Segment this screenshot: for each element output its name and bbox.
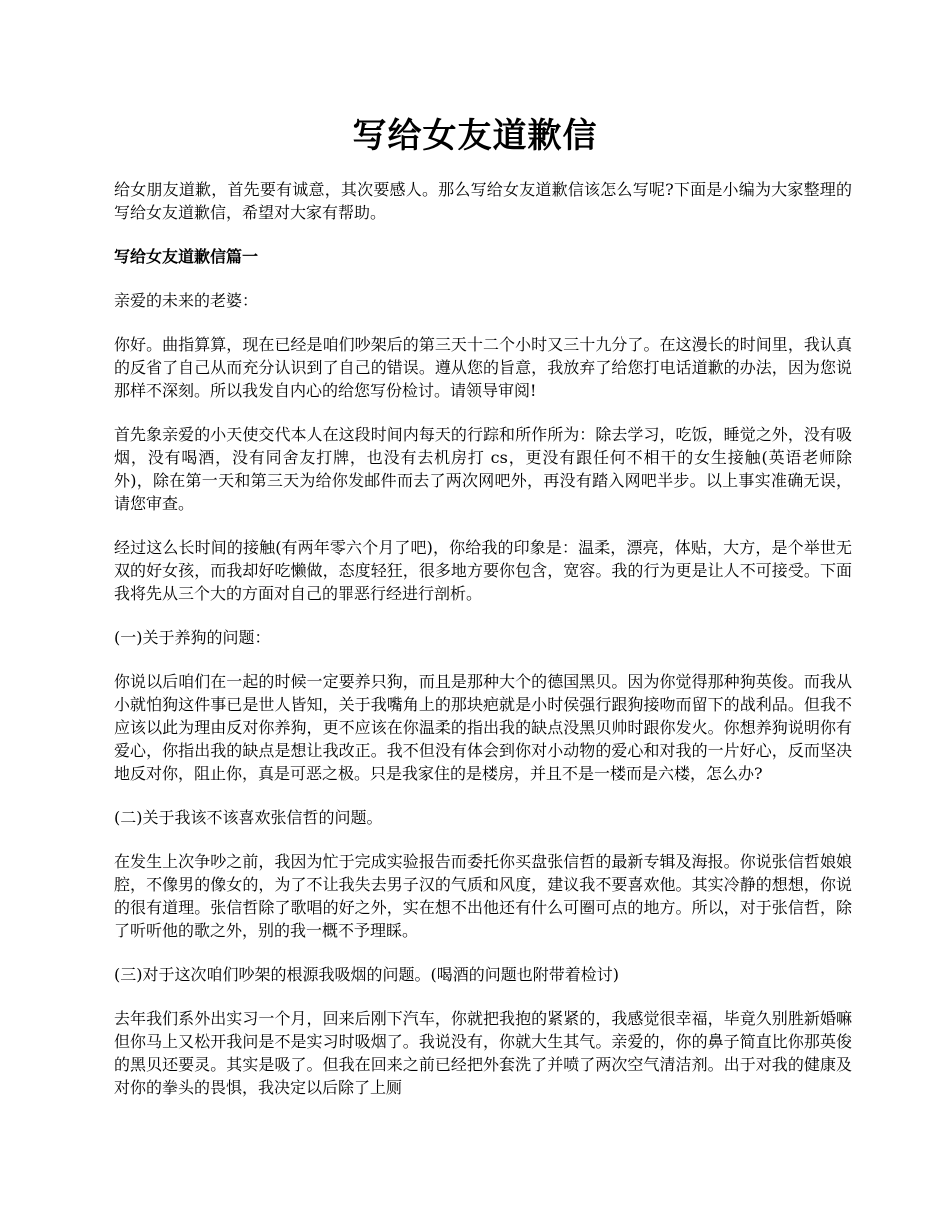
intro-paragraph: 给女朋友道歉，首先要有诚意，其次要感人。那么写给女友道歉信该怎么写呢?下面是小编为大家整理的写给女友道歉信，希望对大家有帮助。 [114, 180, 852, 222]
paragraph: 你说以后咱们在一起的时候一定要养只狗，而且是那种大个的德国黑贝。因为你觉得那种狗英俊。而我从小就怕狗这件事已是世人皆知，关于我嘴角上的那块疤就是小时侯强行跟狗接吻而留下的战利品。但我不应该以此为理由反对你养狗，更不应该在你温柔的指出我的缺点没黑贝帅时跟你发火。你想养狗说明你有爱心，你指出我的缺点是想让我改正。我不但没有体会到你对小动物的爱心和对我的一片好心，反而坚决地反对你，阻止你，真是可恶之极。只是我家住的是楼房，并且不是一楼而是六楼，怎么办? [114, 672, 852, 783]
paragraph: 去年我们系外出实习一个月，回来后刚下汽车，你就把我抱的紧紧的，我感觉很幸福，毕竟久别胜新婚嘛但你马上又松开我问是不是实习时吸烟了。我说没有，你就大生其气。亲爱的，你的鼻子简直比你那英俊的黑贝还要灵。其实是吸了。但我在回来之前已经把外套洗了并喷了两次空气清洁剂。出于对我的健康及对你的拳头的畏惧，我决定以后除了上厕 [114, 1009, 852, 1097]
subheading-smoking: (三)对于这次咱们吵架的根源我吸烟的问题。(喝酒的问题也附带着检讨) [114, 965, 619, 984]
document-body [114, 178, 852, 1120]
subheading-singer: (二)关于我该不该喜欢张信哲的问题。 [114, 808, 383, 827]
paragraph: 你好。曲指算算，现在已经是咱们吵架后的第三天十二个小时又三十九分了。在这漫长的时间里，我认真的反省了自己从而充分认识到了自己的错误。遵从您的旨意，我放弃了给您打电话道歉的办法，因为您说那样不深刻。所以我发自内心的给您写份检讨。请领导审阅! [114, 335, 852, 400]
paragraph: 经过这么长时间的接触(有两年零六个月了吧)，你给我的印象是：温柔，漂亮，体贴，大方，是个举世无双的好女孩，而我却好吃懒做，态度轻狂，很多地方要你包含，宽容。我的行为更是让人不可接受。下面我将先从三个大的方面对自己的罪恶行经进行剖析。 [114, 538, 852, 603]
document-title: 写给女友道歉信 [352, 116, 598, 156]
paragraph: 在发生上次争吵之前，我因为忙于完成实验报告而委托你买盘张信哲的最新专辑及海报。你说张信哲娘娘腔，不像男的像女的，为了不让我失去男子汉的气质和风度，建议我不要喜欢他。其实冷静的想想，你说的很有道理。张信哲除了歌唱的好之外，实在想不出他还有什么可圈可点的地方。所以，对于张信哲，除了听听他的歌之外，别的我一概不予理睬。 [114, 852, 852, 940]
salutation: 亲爱的未来的老婆： [114, 291, 259, 310]
paragraph: 首先象亲爱的小天使交代本人在这段时间内每天的行踪和所作所为：除去学习，吃饭，睡觉之外，没有吸烟，没有喝酒，没有同舍友打牌，也没有去机房打 cs，更没有跟任何不相干的女生接触(英语老师除外)，除在第一天和第三天为给你发邮件而去了两次网吧外，再没有踏入网吧半步。以上事实准确无误，请您审查。 [114, 425, 852, 513]
subheading-dog: (一)关于养狗的问题： [114, 628, 271, 647]
section-heading: 写给女友道歉信篇一 [114, 247, 259, 266]
